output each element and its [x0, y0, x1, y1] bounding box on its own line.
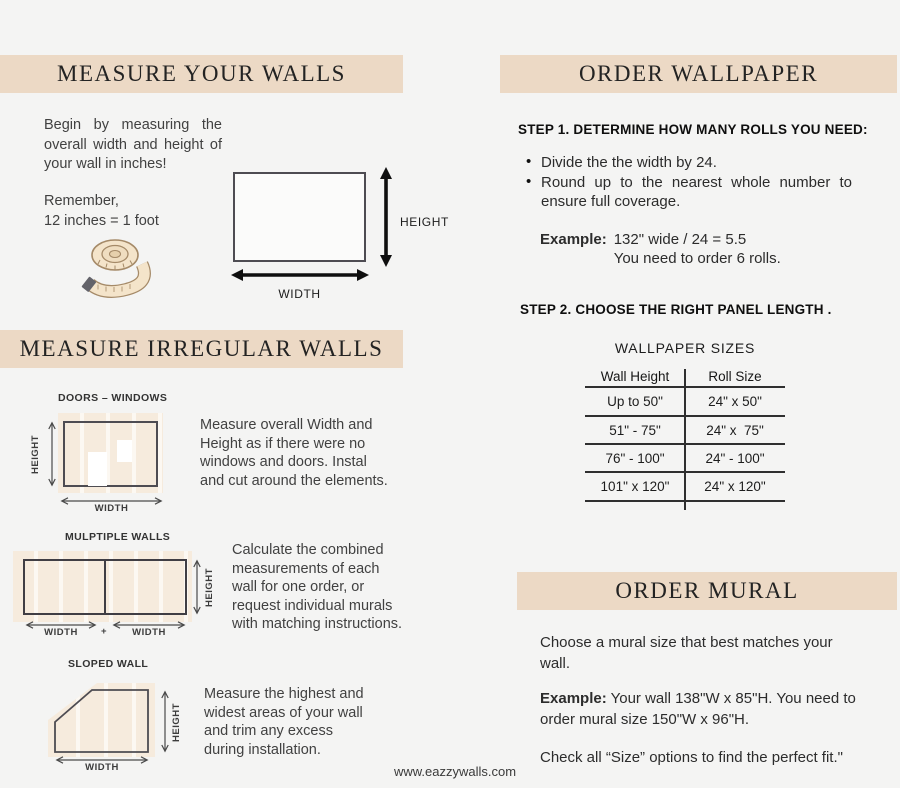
section-title: MEASURE IRREGULAR WALLS: [19, 336, 384, 361]
doors-instructions: Measure overall Width and Height as if there were no windows and doors. Instal and cut around the elements.: [200, 417, 388, 489]
multiple-width-label-left: WIDTH: [44, 627, 78, 638]
website-url: www.eazzywalls.com: [393, 764, 517, 779]
door-shape: [88, 452, 107, 486]
height-label: HEIGHT: [400, 215, 449, 229]
plus-sign: +: [100, 626, 108, 637]
width-label: WIDTH: [278, 287, 321, 301]
step1-bullet-list: [524, 153, 852, 212]
section-header-measure-your-walls: [0, 55, 403, 93]
bullet-round-up: • Round up to the nearest whole number to ensure full coverage.: [524, 173, 852, 211]
sloped-wall-label: SLOPED WALL: [68, 658, 149, 670]
height-arrow: [377, 166, 395, 268]
wall-height-value: 51" - 75": [609, 422, 661, 438]
roll-size-value: 24" x 50": [708, 394, 762, 409]
bullet-divide-by-24: • Divide the the width by 24.: [524, 153, 852, 172]
doors-height-label-wrap: [26, 425, 44, 483]
mural-size-note: Check all “Size” options to find the perfect fit.": [540, 749, 843, 766]
measure-intro-text: Begin by measuring the overall width and height of your wall in inches!: [44, 117, 222, 172]
example-label: Example:: [540, 690, 607, 707]
multiple-height-label: HEIGHT: [203, 567, 215, 607]
multiple-walls-label: MULPTIPLE WALLS: [65, 531, 171, 543]
section-header-order-wallpaper: [500, 55, 897, 93]
multiple-instructions: Calculate the combined measurements of each wall for one order, or request individual murals with matching instructions.: [232, 542, 403, 632]
sloped-wall-diagram: [40, 678, 162, 762]
wallpaper-sizes-title: WALLPAPER SIZES: [614, 340, 756, 356]
sloped-height-label-wrap: [167, 698, 185, 746]
roll-size-value: 24" - 100": [705, 450, 765, 466]
section-header-measure-irregular-walls: [0, 330, 403, 368]
doors-height-arrow: [47, 421, 57, 487]
example-label: Example:: [540, 231, 607, 248]
doors-height-label: HEIGHT: [29, 434, 41, 474]
wall-height-value: Up to 50": [607, 394, 663, 409]
wall-height-value: 76" - 100": [605, 450, 665, 466]
col-header-wall-height: Wall Height: [600, 368, 670, 384]
roll-size-value: 24" x 120": [704, 479, 766, 494]
remember-note: Remember, 12 inches = 1 foot: [44, 193, 159, 229]
sloped-height-label: HEIGHT: [170, 702, 182, 742]
wall-diagram-rectangle: [233, 172, 366, 262]
section-title: ORDER MURAL: [615, 578, 799, 603]
section-title: ORDER WALLPAPER: [578, 61, 819, 86]
mural-example-text: Your wall 138"W x 85"H. You need to order mural size 150"W x 96"H.: [540, 690, 856, 728]
mural-example: [540, 688, 856, 730]
sloped-instructions: Measure the highest and widest areas of your wall and trim any excess during installation.: [204, 686, 364, 758]
doors-width-label: WIDTH: [94, 503, 129, 514]
step1-heading: STEP 1. DETERMINE HOW MANY ROLLS YOU NEED:: [518, 122, 868, 137]
sloped-width-label: WIDTH: [85, 762, 119, 773]
col-header-roll-size: Roll Size: [708, 368, 762, 384]
width-arrow: [230, 266, 370, 284]
tape-measure-icon: [76, 236, 160, 300]
multiple-height-label-wrap: [200, 562, 218, 612]
multiple-width-label-right: WIDTH: [132, 627, 166, 638]
example-calculation: 132" wide / 24 = 5.5 You need to order 6 rolls.: [613, 231, 781, 267]
mural-intro: Choose a mural size that best matches your wall.: [540, 634, 833, 672]
roll-size-value: 24" x 75": [706, 422, 764, 438]
table-column-divider: [684, 369, 686, 510]
doors-windows-label: DOORS – WINDOWS: [58, 392, 168, 404]
wall-height-value: 101" x 120": [600, 479, 670, 494]
wall-divider-line: [104, 559, 106, 615]
window-shape: [117, 440, 132, 462]
step1-example: [540, 230, 781, 268]
section-header-order-mural: [517, 572, 897, 610]
section-title: MEASURE YOUR WALLS: [57, 61, 346, 86]
step2-heading: STEP 2. CHOOSE THE RIGHT PANEL LENGTH .: [520, 302, 832, 317]
doors-wall-outline: [63, 421, 158, 487]
